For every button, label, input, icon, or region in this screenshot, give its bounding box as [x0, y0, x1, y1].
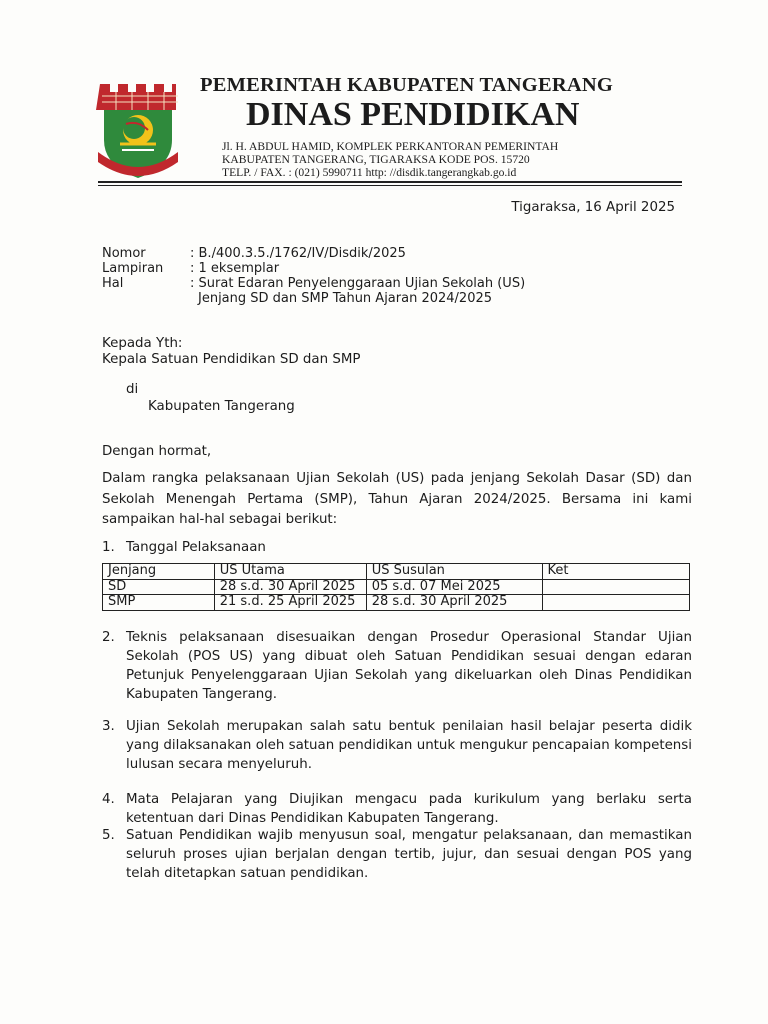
table-cell: SD [103, 579, 215, 595]
item-number: 5. [102, 828, 115, 843]
letterhead-rule-thin [98, 185, 682, 186]
address-line-2: KABUPATEN TANGERANG, TIGARAKSA KODE POS. 15720 [222, 153, 530, 166]
table-cell: SMP [103, 595, 215, 611]
nomor-label: Nomor [102, 246, 146, 261]
list-item-2 [102, 628, 692, 704]
list-item-3 [102, 717, 692, 774]
letter-date: Tigaraksa, 16 April 2025 [511, 200, 675, 215]
agency-name: DINAS PENDIDIKAN [246, 96, 580, 133]
item-1-number: 1. [102, 540, 115, 555]
recipient-place: Kabupaten Tangerang [148, 399, 295, 414]
table-cell [542, 579, 689, 595]
table-cell [542, 595, 689, 611]
header-ket: Ket [542, 564, 689, 580]
item-text: Mata Pelajaran yang Diujikan mengacu pada kurikulum yang berlaku serta ketentuan dari Dinas Pendidikan Kabupaten Tangerang. [126, 792, 692, 826]
hal-label: Hal [102, 276, 124, 291]
table-cell: 28 s.d. 30 April 2025 [366, 595, 542, 611]
recipient-name: Kepala Satuan Pendidikan SD dan SMP [102, 352, 361, 367]
nomor-value: : B./400.3.5./1762/IV/Disdik/2025 [190, 246, 406, 261]
schedule-table [102, 563, 690, 611]
intro-paragraph: Dalam rangka pelaksanaan Ujian Sekolah (US) pada jenjang Sekolah Dasar (SD) dan Sekolah Menengah Pertama (SMP), Tahun Ajaran 2024/2025. Bersama ini kami sampaikan hal-hal sebagai berikut: [102, 471, 692, 527]
salutation: Dengan hormat, [102, 444, 212, 459]
header-jenjang: Jenjang [103, 564, 215, 580]
address-line-3: TELP. / FAX. : (021) 5990711 http: //disdik.tangerangkab.go.id [222, 166, 517, 179]
address-line-1: Jl. H. ABDUL HAMID, KOMPLEK PERKANTORAN PEMERINTAH [222, 140, 559, 153]
table-row [103, 595, 690, 611]
recipient-greeting: Kepada Yth: [102, 336, 183, 351]
item-text: Ujian Sekolah merupakan salah satu bentuk penilaian hasil belajar peserta didik yang dilaksanakan oleh satuan pendidikan untuk mengukur pencapaian kompetensi lulusan secara menyeluruh. [126, 719, 692, 772]
item-number: 3. [102, 719, 115, 734]
lampiran-value: : 1 eksemplar [190, 261, 280, 276]
table-cell: 28 s.d. 30 April 2025 [214, 579, 366, 595]
hal-value-line-1: : Surat Edaran Penyelenggaraan Ujian Sekolah (US) [190, 276, 526, 291]
list-item-5 [102, 826, 692, 883]
list-item-4 [102, 790, 692, 828]
kabupaten-tangerang-logo [96, 82, 180, 180]
header-us-utama: US Utama [214, 564, 366, 580]
item-1-title: Tanggal Pelaksanaan [126, 540, 266, 555]
item-number: 2. [102, 630, 115, 645]
table-cell: 21 s.d. 25 April 2025 [214, 595, 366, 611]
header-us-susulan: US Susulan [366, 564, 542, 580]
table-cell: 05 s.d. 07 Mei 2025 [366, 579, 542, 595]
item-text: Teknis pelaksanaan disesuaikan dengan Prosedur Operasional Standar Ujian Sekolah (POS US) yang dibuat oleh Satuan Pendidikan sesuai dengan edaran Petunjuk Penyelenggaraan Ujian Sekolah yang dikeluarkan oleh Dinas Pendidikan Kabupaten Tangerang. [126, 630, 692, 702]
hal-value-line-2: Jenjang SD dan SMP Tahun Ajaran 2024/2025 [198, 291, 493, 306]
organization-name: PEMERINTAH KABUPATEN TANGERANG [200, 74, 613, 96]
letterhead-rule-thick [98, 181, 682, 183]
table-header-row [103, 564, 690, 580]
table-row [103, 579, 690, 595]
item-text: Satuan Pendidikan wajib menyusun soal, mengatur pelaksanaan, dan memastikan seluruh proses ujian berjalan dengan tertib, jujur, dan sesuai dengan POS yang telah ditetapkan satuan pendidikan. [126, 828, 692, 881]
lampiran-label: Lampiran [102, 261, 164, 276]
recipient-di: di [126, 382, 139, 397]
item-number: 4. [102, 792, 115, 807]
